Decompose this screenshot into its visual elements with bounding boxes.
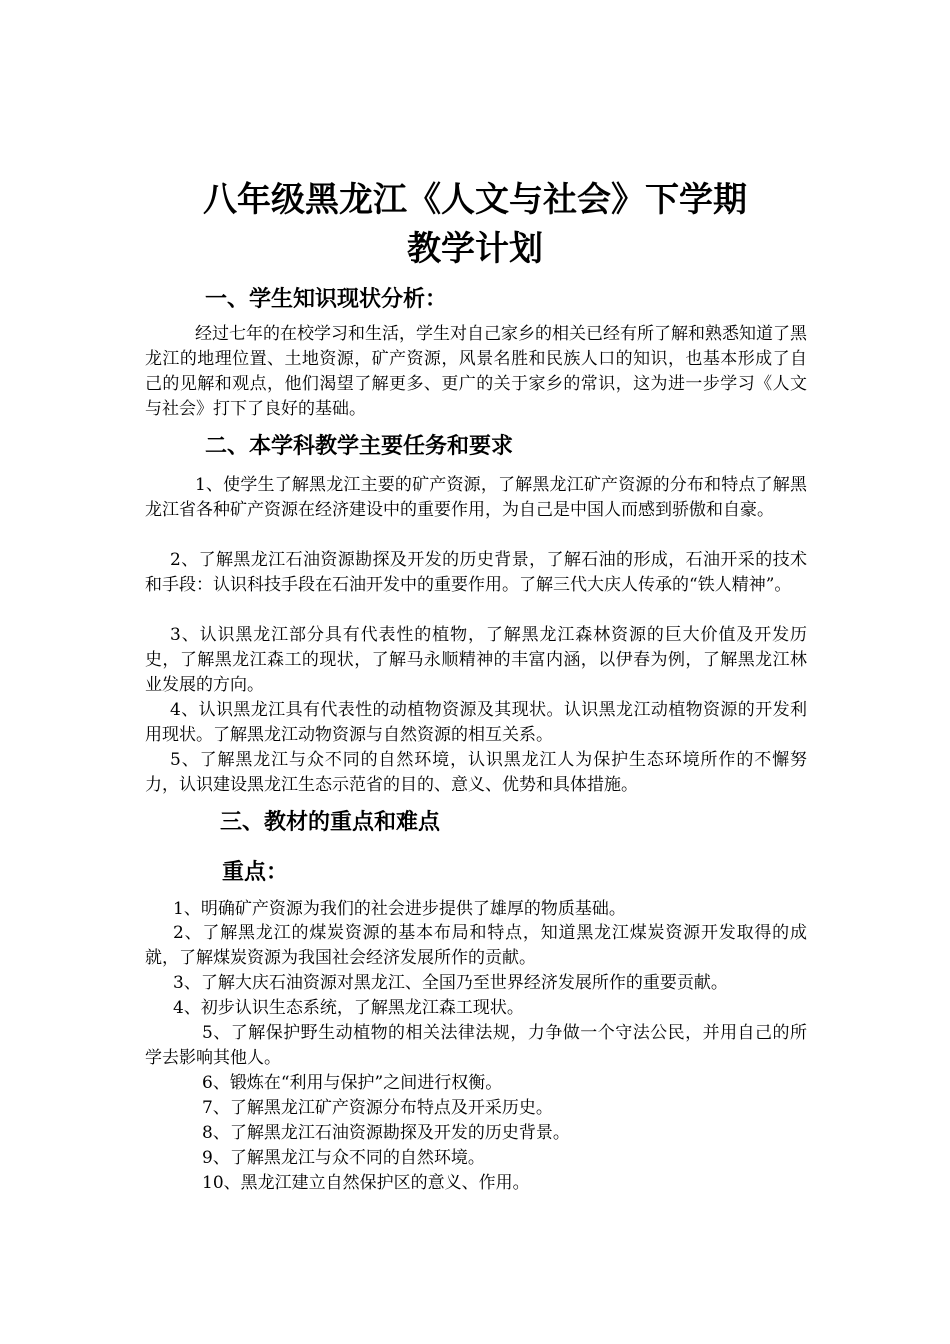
key-point-8: 8、了解黑龙江石油资源勘探及开发的历史背景。 xyxy=(202,1123,570,1143)
key-point-7: 7、了解黑龙江矿产资源分布特点及开采历史。 xyxy=(202,1098,553,1118)
section3-heading: 三、教材的重点和难点 xyxy=(220,810,441,835)
section2-heading: 二、本学科教学主要任务和要求 xyxy=(205,434,514,459)
section2-item-4: 4、认识黑龙江具有代表性的动植物资源及其现状。认识黑龙江动植物资源的开发利用现状。了解黑龙江动物资源与自然资源的相互关系。 xyxy=(145,700,807,745)
key-point-1: 1、明确矿产资源为我们的社会进步提供了雄厚的物质基础。 xyxy=(173,899,626,919)
section2-item-2: 2、了解黑龙江石油资源勘探及开发的历史背景，了解石油的形成，石油开采的技术和手段：认识科技手段在石油开发中的重要作用。了解三代大庆人传承的“铁人精神”。 xyxy=(145,550,807,595)
key-point-2: 2、了解黑龙江的煤炭资源的基本布局和特点，知道黑龙江煤炭资源开发取得的成就，了解煤炭资源为我国社会经济发展所作的贡献。 xyxy=(145,923,807,968)
key-point-4: 4、初步认识生态系统，了解黑龙江森工现状。 xyxy=(173,998,524,1018)
key-point-6: 6、锻炼在“利用与保护”之间进行权衡。 xyxy=(202,1073,503,1093)
document-title-line2: 教学计划 xyxy=(407,229,543,269)
key-point-9: 9、了解黑龙江与众不同的自然环境。 xyxy=(202,1148,485,1168)
section1-heading: 一、学生知识现状分析： xyxy=(205,287,448,312)
section2-item-1: 1、使学生了解黑龙江主要的矿产资源，了解黑龙江矿产资源的分布和特点了解黑龙江省各种矿产资源在经济建设中的重要作用，为自己是中国人而感到骄傲和自豪。 xyxy=(145,475,807,520)
key-point-5: 5、了解保护野生动植物的相关法律法规，力争做一个守法公民，并用自己的所学去影响其他人。 xyxy=(145,1023,807,1068)
section1-paragraph: 经过七年的在校学习和生活，学生对自己家乡的相关已经有所了解和熟悉知道了黑龙江的地理位置、土地资源，矿产资源，风景名胜和民族人口的知识，也基本形成了自己的见解和观点，他们渴望了解更多、更广的关于家乡的常识，这为进一步学习《人文与社会》打下了良好的基础。 xyxy=(145,324,807,419)
section2-item-3: 3、认识黑龙江部分具有代表性的植物，了解黑龙江森林资源的巨大价值及开发历史，了解黑龙江森工的现状，了解马永顺精神的丰富内涵，以伊春为例，了解黑龙江林业发展的方向。 xyxy=(145,625,807,695)
document-title-line1: 八年级黑龙江《人文与社会》下学期 xyxy=(203,180,747,220)
key-point-3: 3、了解大庆石油资源对黑龙江、全国乃至世界经济发展所作的重要贡献。 xyxy=(173,973,728,993)
key-point-10: 10、黑龙江建立自然保护区的意义、作用。 xyxy=(202,1173,530,1193)
section2-item-5: 5、了解黑龙江与众不同的自然环境，认识黑龙江人为保护生态环境所作的不懈努力，认识建设黑龙江生态示范省的目的、意义、优势和具体措施。 xyxy=(145,750,807,795)
section3-subheading: 重点： xyxy=(222,860,289,885)
